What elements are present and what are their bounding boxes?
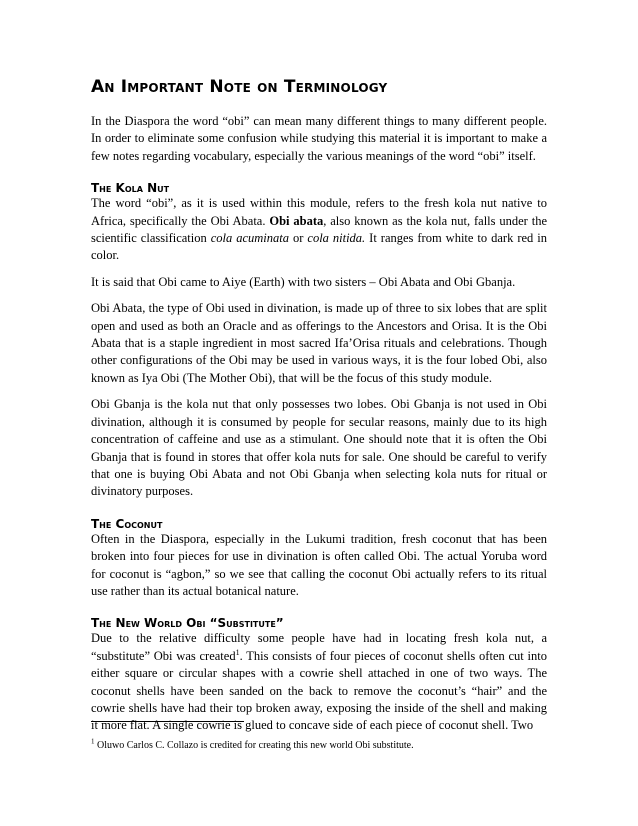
page-title: An Important Note on Terminology: [91, 77, 388, 97]
kola-p1-text-d: It ranges from white to dark red in color.: [91, 231, 547, 263]
section-heading-coconut: The Coconut: [91, 516, 163, 531]
obi-abata-term: Obi abata: [269, 213, 324, 228]
substitute-p1-text-b: . This consists of four pieces of coconut shells often cut into either square or circular shapes with a cowrie shell attached in one of two ways. The coconut shells have been sanded on the back to remove the coconut’s “hair” and the cowrie shells have had their top broken away, exposing the inside of the shell and making it more flat. A single cowrie is glued to concave side of each piece of coconut shell. Two: [91, 648, 547, 733]
kola-p1-text-b: , also known as the kola nut, falls under the scientific classification: [91, 213, 547, 246]
document-body: [91, 76, 547, 735]
spacer: [91, 165, 547, 181]
kola-p1-text-a: The word “obi”, as it is used within this module, refers to the fresh kola nut native to Africa, specifically the Obi Abata.: [91, 196, 547, 228]
kola-paragraph-4: Obi Gbanja is the kola nut that only possesses two lobes. Obi Gbanja is not used in Obi divination, although it is consumed by people for secular reasons, mainly due to its high concentration of caffeine and use as a stimulant. One should note that it is often the Obi Gbanja that is found in stores that offer kola nuts for sale. One should be careful to verify that one is buying Obi Abata and not Obi Gbanja when selecting kola nuts for ritual or divinatory purposes.: [91, 397, 547, 499]
footnote-text: Oluwo Carlos C. Collazo is credited for creating this new world Obi substitute.: [94, 740, 414, 751]
kola-paragraph-2: It is said that Obi came to Aiye (Earth) with two sisters – Obi Abata and Obi Gbanja.: [91, 274, 516, 289]
kola-paragraph-3: Obi Abata, the type of Obi used in divination, is made up of three to six lobes that are split open and used as both an Oracle and as offerings to the Ancestors and Orisa. It is the Obi Abata that is a staple ingredient in most sacred Ifa’Orisa rituals and celebrations. Though other configurations of the Obi may be used in various ways, it is the four lobed Obi, also known as Iya Obi (The Mother Obi), that will be the focus of this study module.: [91, 301, 547, 385]
coconut-paragraph-1: Often in the Diaspora, especially in the Lukumi tradition, fresh coconut that has been broken into four pieces for use in divination is often called Obi. The actual Yoruba word for coconut is “agbon,” so we see that calling the coconut Obi actually refers to its ritual use rather than its actual botanical nature.: [91, 531, 547, 598]
spacer: [91, 291, 547, 300]
footnote-marker: 1: [91, 737, 95, 746]
footnote: [91, 739, 547, 752]
footnote-reference[interactable]: 1: [235, 647, 240, 657]
section-heading-substitute: The New World Obi “Substitute”: [91, 616, 284, 631]
section-heading-kola-nut: The Kola Nut: [91, 181, 170, 196]
cola-acuminata-term: cola acuminata: [210, 231, 290, 246]
spacer: [91, 501, 547, 517]
cola-nitida-term: cola nitida.: [307, 231, 366, 246]
intro-paragraph: In the Diaspora the word “obi” can mean many different things to many different people. In order to eliminate some confusion while studying this material it is important to make a few notes regarding vocabulary, especially the various meanings of the word “obi” itself.: [91, 114, 547, 163]
spacer: [91, 387, 547, 396]
kola-p1-text-c: or: [289, 231, 308, 246]
spacer: [91, 265, 547, 274]
kola-paragraph-1: [91, 195, 547, 265]
substitute-paragraph-1: [91, 630, 547, 734]
footnote-separator: [91, 721, 244, 722]
substitute-p1-text-a: Due to the relative difficulty some people have had in locating fresh kola nut, a “substitute” Obi was created: [91, 631, 547, 663]
spacer: [91, 600, 547, 616]
